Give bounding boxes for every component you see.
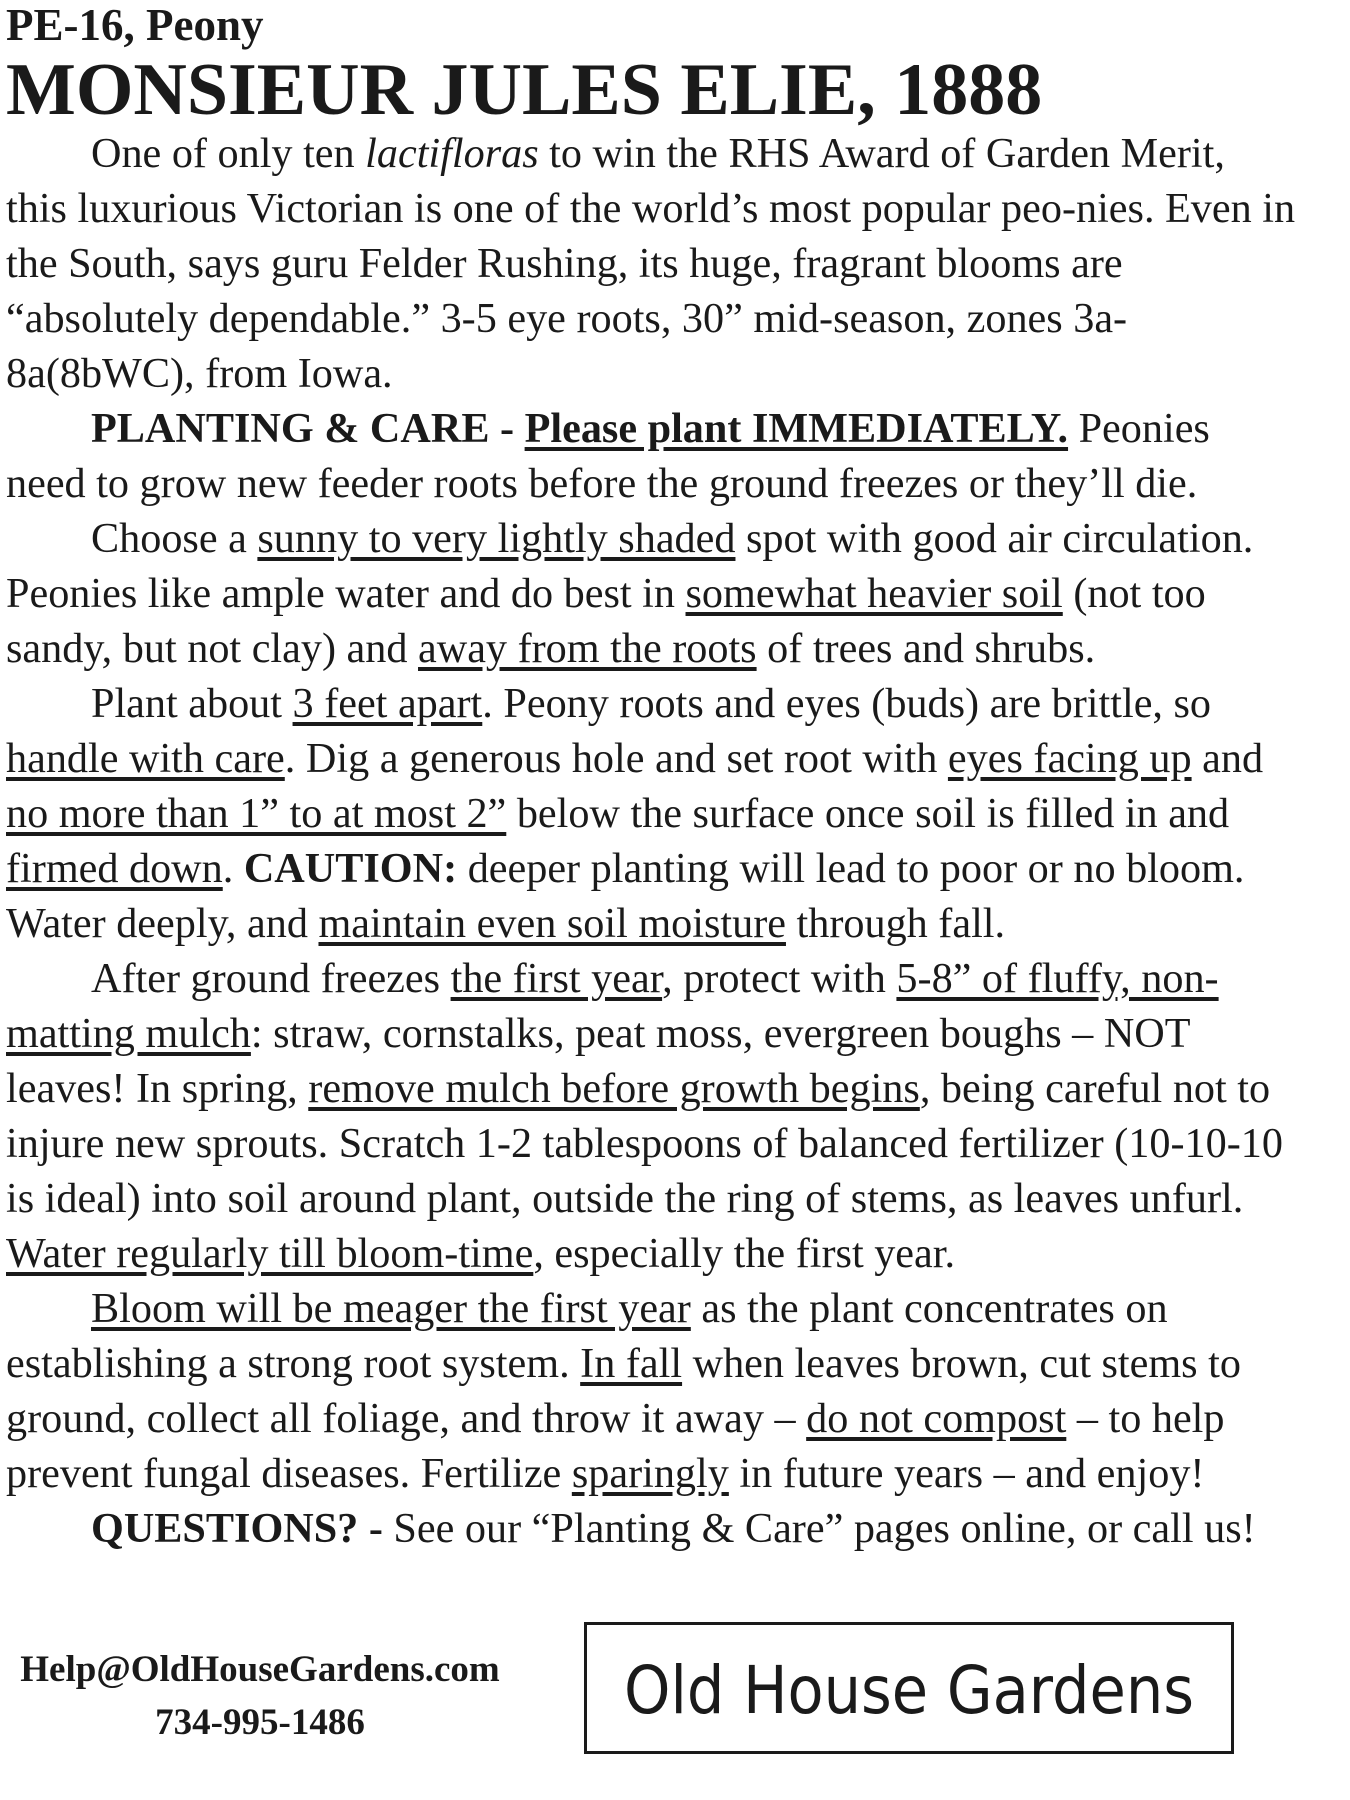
text-run: and	[1191, 735, 1264, 782]
body-text	[6, 126, 1296, 1556]
site-paragraph	[6, 511, 1296, 676]
underlined-text: no more than 1” to at most 2”	[6, 790, 507, 837]
text-run: , protect with	[662, 955, 897, 1002]
text-run: Plant about	[91, 680, 293, 727]
underlined-text: remove mulch before growth begins	[308, 1065, 920, 1112]
text-run: deeper planting will lead to poor or no bloom. Water deeply, and	[6, 845, 1245, 947]
logo-box	[584, 1622, 1234, 1754]
section-heading: PLANTING & CARE -	[91, 405, 525, 452]
text-run: .	[222, 845, 244, 892]
text-run: After ground freezes	[91, 955, 451, 1002]
underlined-text: firmed down	[6, 845, 223, 892]
underlined-text: maintain even soil moisture	[318, 900, 786, 947]
planting-depth-paragraph	[6, 676, 1296, 951]
text-run: to win the RHS Award of Garden Merit, this luxurious Victorian is one of the world’s most popular peo-nies. Even in the South, says guru Felder Rushing, its huge, fragrant blooms are “absolutely dependable.” 3-5 eye roots, 30” mid-season, zones 3a-8a(8bWC), from Iowa.	[6, 130, 1296, 397]
underlined-text: away from the roots	[418, 625, 757, 672]
text-run: One of only ten	[91, 130, 366, 177]
planting-instructions-sheet	[6, 0, 1296, 1556]
text-run: of trees and shrubs.	[756, 625, 1096, 672]
text-run: , being careful not to injure new sprouts. Scratch 1-2 tablespoons of balanced fertilizer (10-10-10 is ideal) into soil around plant, outside the ring of stems, as leaves unfurl.	[6, 1065, 1283, 1222]
underlined-text: handle with care	[6, 735, 285, 782]
text-run: spot with good air circulation. Peonies like ample water and do best in	[6, 515, 1254, 617]
text-run: through fall.	[785, 900, 1006, 947]
text-run: – to help prevent fungal diseases. Fertilize	[6, 1395, 1225, 1497]
questions-paragraph	[6, 1501, 1296, 1556]
underlined-text: sunny to very lightly shaded	[257, 515, 736, 562]
contact-info	[0, 1643, 520, 1749]
underlined-text: Bloom will be meager the first year	[91, 1285, 691, 1332]
underlined-text: eyes facing up	[947, 735, 1192, 782]
text-run: Peonies need to grow new feeder roots before the ground freezes or they’ll die.	[6, 405, 1210, 507]
caution-label: CAUTION:	[243, 845, 458, 892]
planting-care-paragraph	[6, 401, 1296, 511]
winter-care-paragraph	[6, 951, 1296, 1281]
text-run: below the surface once soil is filled in and	[506, 790, 1230, 837]
bloom-paragraph	[6, 1281, 1296, 1501]
old-house-gardens-logo	[587, 1625, 1231, 1751]
text-run: in future years – and enjoy!	[728, 1450, 1205, 1497]
text-run: as the plant concentrates on establishing a strong root system.	[6, 1285, 1168, 1387]
underlined-text: 3 feet apart	[292, 680, 483, 727]
email-address[interactable]: Help@OldHouseGardens.com	[20, 1649, 500, 1690]
underlined-text: In fall	[580, 1340, 683, 1387]
page-title: MONSIEUR JULES ELIE, 1888	[6, 49, 1043, 131]
underlined-text: sparingly	[571, 1450, 729, 1497]
intro-paragraph	[6, 126, 1296, 401]
underlined-text: 5-8” of fluffy, non-matting mulch	[6, 955, 1219, 1057]
text-run: : straw, cornstalks, peat moss, evergreen boughs – NOT leaves! In spring,	[6, 1010, 1190, 1112]
text-run: . Dig a generous hole and set root with	[284, 735, 948, 782]
text-run: Choose a	[91, 515, 258, 562]
phone-number: 734-995-1486	[155, 1702, 365, 1743]
text-run: , especially the first year.	[533, 1230, 956, 1277]
text-run: See our “Planting & Care” pages online, or call us!	[393, 1505, 1256, 1552]
underlined-text: do not compost	[806, 1395, 1067, 1442]
italic-text: lactifloras	[365, 130, 539, 177]
underlined-text: the first year	[450, 955, 663, 1002]
product-code: PE-16, Peony	[6, 0, 264, 50]
questions-heading: QUESTIONS? -	[91, 1505, 394, 1552]
text-run: (not too sandy, but not clay) and	[6, 570, 1206, 672]
underlined-text: somewhat heavier soil	[685, 570, 1063, 617]
text-run: . Peony roots and eyes (buds) are brittle, so	[482, 680, 1212, 727]
text-run: when leaves brown, cut stems to ground, collect all foliage, and throw it away –	[6, 1340, 1241, 1442]
emphasis-text: Please plant IMMEDIATELY.	[524, 405, 1069, 452]
underlined-text: Water regularly till bloom-time	[6, 1230, 534, 1277]
logo-wordmark: Old House Gardens	[624, 1652, 1194, 1729]
